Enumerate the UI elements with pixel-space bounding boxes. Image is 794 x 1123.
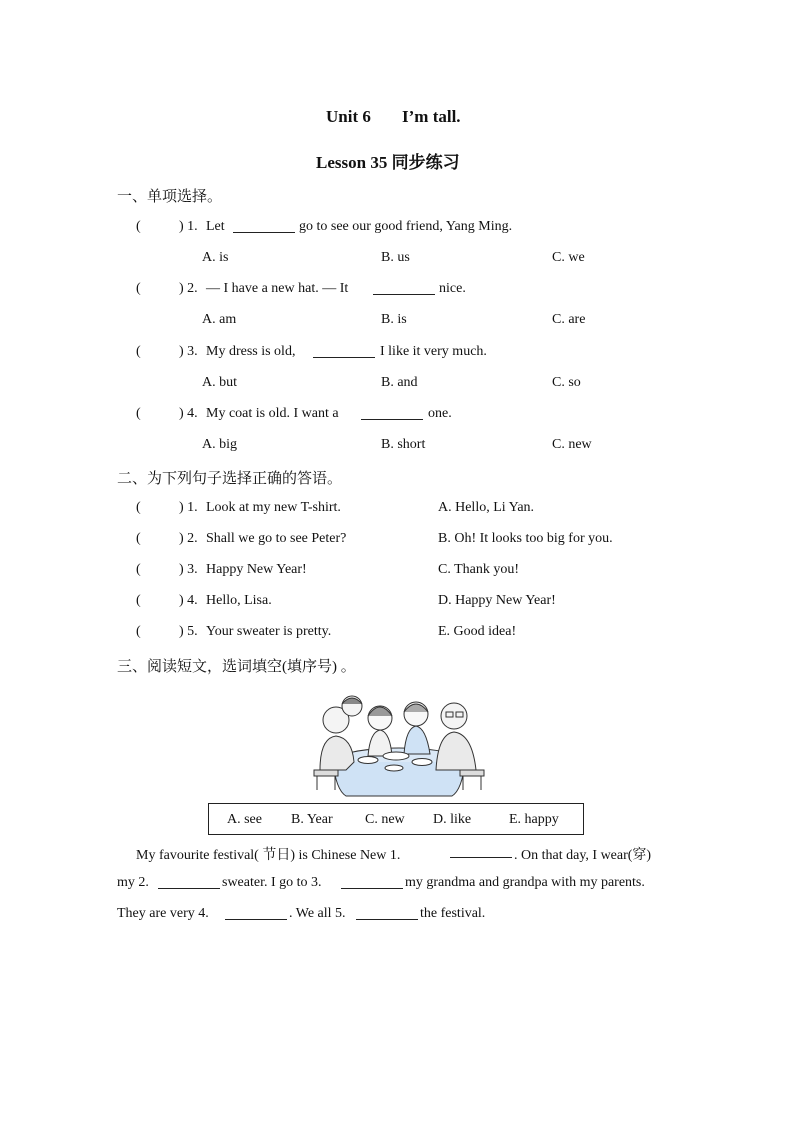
blank-2[interactable] <box>158 876 220 889</box>
option-b: B. is <box>381 312 407 327</box>
answer-paren[interactable]: ( <box>136 624 141 639</box>
answer-paren[interactable]: ( <box>136 344 141 359</box>
item-number: ) 4. <box>179 593 198 608</box>
item-number: ) 2. <box>179 531 198 546</box>
passage-text: . We all 5. <box>289 906 346 921</box>
passage-text: They are very 4. <box>117 906 209 921</box>
blank-3[interactable] <box>341 876 403 889</box>
option-a: A. is <box>202 250 229 265</box>
item-answer: A. Hello, Li Yan. <box>438 500 535 515</box>
question-number: ) 1. <box>179 219 198 234</box>
answer-paren[interactable]: ( <box>136 562 141 577</box>
item-question: Hello, Lisa. <box>206 593 272 608</box>
passage-text: My favourite festival( 节日) is Chinese New 1. <box>136 848 401 863</box>
passage-text: the festival. <box>420 906 486 921</box>
unit-title: I’m tall. <box>402 107 461 126</box>
question-text: — I have a new hat. — It <box>206 281 349 296</box>
passage-text: my 2. <box>117 875 149 890</box>
question-number: ) 3. <box>179 344 198 359</box>
item-question: Happy New Year! <box>206 562 307 577</box>
word-option-b: B. Year <box>291 812 333 827</box>
question-text: I like it very much. <box>380 344 487 359</box>
answer-paren[interactable]: ( <box>136 593 141 608</box>
family-dinner-illustration <box>306 690 492 800</box>
question-text: My coat is old. I want a <box>206 406 339 421</box>
option-c: C. are <box>552 312 586 327</box>
question-text: go to see our good friend, Yang Ming. <box>299 219 513 234</box>
option-c: C. so <box>552 375 581 390</box>
item-answer: B. Oh! It looks too big for you. <box>438 531 613 546</box>
item-answer: E. Good idea! <box>438 624 517 639</box>
question-number: ) 4. <box>179 406 198 421</box>
question-text: Let <box>206 219 225 234</box>
question-text: nice. <box>439 281 466 296</box>
answer-blank[interactable] <box>361 407 423 420</box>
option-b: B. us <box>381 250 410 265</box>
word-option-c: C. new <box>365 812 405 827</box>
lesson-title: Lesson 35 同步练习 <box>316 153 460 172</box>
option-a: A. but <box>202 375 237 390</box>
option-c: C. we <box>552 250 585 265</box>
question-text: one. <box>428 406 452 421</box>
option-b: B. and <box>381 375 418 390</box>
blank-5[interactable] <box>356 907 418 920</box>
answer-paren[interactable]: ( <box>136 281 141 296</box>
option-c: C. new <box>552 437 592 452</box>
answer-paren[interactable]: ( <box>136 406 141 421</box>
answer-paren[interactable]: ( <box>136 219 141 234</box>
item-number: ) 3. <box>179 562 198 577</box>
word-option-d: D. like <box>433 812 472 827</box>
answer-blank[interactable] <box>313 345 375 358</box>
item-number: ) 1. <box>179 500 198 515</box>
section1-title: 一、单项选择。 <box>117 189 223 205</box>
option-b: B. short <box>381 437 426 452</box>
passage-text: sweater. I go to 3. <box>222 875 322 890</box>
blank-4[interactable] <box>225 907 287 920</box>
passage-text: . On that day, I wear(穿) <box>514 848 652 863</box>
item-answer: C. Thank you! <box>438 562 520 577</box>
item-question: Look at my new T-shirt. <box>206 500 341 515</box>
option-a: A. am <box>202 312 237 327</box>
answer-blank[interactable] <box>233 220 295 233</box>
question-text: My dress is old, <box>206 344 296 359</box>
section3-title: 三、阅读短文，选词填空(填序号) 。 <box>117 659 356 675</box>
word-option-e: E. happy <box>509 812 559 827</box>
answer-paren[interactable]: ( <box>136 500 141 515</box>
item-question: Shall we go to see Peter? <box>206 531 347 546</box>
word-option-a: A. see <box>227 812 262 827</box>
blank-1[interactable] <box>450 845 512 858</box>
question-number: ) 2. <box>179 281 198 296</box>
option-a: A. big <box>202 437 237 452</box>
answer-paren[interactable]: ( <box>136 531 141 546</box>
answer-blank[interactable] <box>373 282 435 295</box>
word-choice-box <box>208 803 584 835</box>
passage-text: my grandma and grandpa with my parents. <box>405 875 645 890</box>
section2-title: 二、为下列句子选择正确的答语。 <box>117 471 343 487</box>
unit-label: Unit 6 <box>326 107 371 126</box>
item-answer: D. Happy New Year! <box>438 593 556 608</box>
item-number: ) 5. <box>179 624 198 639</box>
item-question: Your sweater is pretty. <box>206 624 332 639</box>
